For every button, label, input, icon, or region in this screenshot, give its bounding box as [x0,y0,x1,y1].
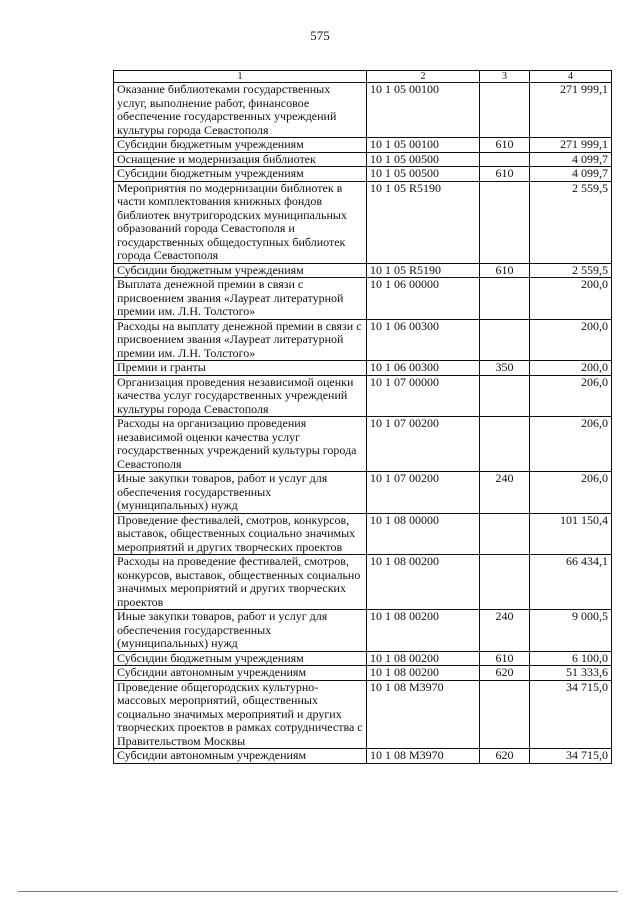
header-col-2: 2 [367,71,480,83]
row-code: 10 1 07 00000 [367,375,480,417]
row-name: Субсидии автономным учреждениям [114,749,367,764]
row-code: 10 1 08 М3970 [367,749,480,764]
row-code: 10 1 08 00200 [367,610,480,652]
row-code: 10 1 05 R5190 [367,181,480,263]
page-number: 575 [310,28,330,43]
row-name: Оказание библиотеками государственных услуг, выполнение работ, финансовое обеспечение государственных учреждений культуры города Севастополя [114,83,367,138]
row-name: Расходы на проведение фестивалей, смотров, конкурсов, выставок, общественных социально значимых мероприятий и других творческих проектов [114,555,367,610]
row-name: Мероприятия по модернизации библиотек в части комплектования книжных фондов библиотек внутригородских муниципальных образований города Севастополя и государственных общедоступных библиотек города Севастополя [114,181,367,263]
budget-table [113,70,612,764]
table-row [114,472,612,514]
row-amount: 2 559,5 [530,181,612,263]
row-name: Проведение фестивалей, смотров, конкурсов, выставок, общественных социально значимых мероприятий и других творческих проектов [114,513,367,555]
row-amount: 206,0 [530,417,612,472]
row-code: 10 1 06 00300 [367,319,480,361]
row-type: 350 [480,361,530,376]
row-code: 10 1 07 00200 [367,472,480,514]
row-amount: 34 715,0 [530,749,612,764]
row-code: 10 1 06 00300 [367,361,480,376]
row-type: 240 [480,472,530,514]
row-code: 10 1 05 R5190 [367,263,480,278]
row-name: Иные закупки товаров, работ и услуг для обеспечения государственных (муниципальных) нужд [114,610,367,652]
row-type [480,181,530,263]
table-row [114,361,612,376]
row-amount: 200,0 [530,361,612,376]
row-name: Расходы на выплату денежной премии в связи с присвоением звания «Лауреат литературной премии им. Л.Н. Толстого» [114,319,367,361]
row-type [480,319,530,361]
table-row [114,417,612,472]
row-amount: 271 999,1 [530,138,612,153]
page-bottom-divider [18,891,618,892]
table-body [114,83,612,764]
row-code: 10 1 08 М3970 [367,680,480,749]
row-type [480,375,530,417]
table-row [114,138,612,153]
row-code: 10 1 08 00200 [367,666,480,681]
row-amount: 9 000,5 [530,610,612,652]
row-type [480,680,530,749]
row-name: Выплата денежной премии в связи с присвоением звания «Лауреат литературной премии им. Л.Н. Толстого» [114,278,367,320]
row-type: 620 [480,666,530,681]
row-code: 10 1 07 00200 [367,417,480,472]
row-type [480,278,530,320]
header-col-3: 3 [480,71,530,83]
row-code: 10 1 05 00500 [367,167,480,182]
header-col-4: 4 [530,71,612,83]
table-row [114,167,612,182]
row-code: 10 1 08 00200 [367,555,480,610]
row-amount: 101 150,4 [530,513,612,555]
table-row [114,680,612,749]
row-amount: 4 099,7 [530,167,612,182]
row-name: Субсидии бюджетным учреждениям [114,263,367,278]
table-row [114,375,612,417]
row-type [480,555,530,610]
row-name: Субсидии бюджетным учреждениям [114,651,367,666]
row-name: Субсидии бюджетным учреждениям [114,167,367,182]
table-row [114,181,612,263]
row-type: 610 [480,651,530,666]
table-header [114,71,612,83]
row-name: Проведение общегородских культурно-массовых мероприятий, общественных социально значимых мероприятий и других творческих проектов в рамках сотрудничества с Правительством Москвы [114,680,367,749]
table-row [114,610,612,652]
row-type [480,513,530,555]
row-name: Иные закупки товаров, работ и услуг для обеспечения государственных (муниципальных) нужд [114,472,367,514]
row-name: Субсидии автономным учреждениям [114,666,367,681]
table-row [114,263,612,278]
row-type [480,83,530,138]
row-amount: 6 100,0 [530,651,612,666]
row-code: 10 1 08 00000 [367,513,480,555]
row-amount: 4 099,7 [530,152,612,167]
row-code: 10 1 06 00000 [367,278,480,320]
row-name: Премии и гранты [114,361,367,376]
row-name: Расходы на организацию проведения независимой оценки качества услуг государственных учреждений культуры города Севастополя [114,417,367,472]
table-row [114,651,612,666]
row-name: Организация проведения независимой оценки качества услуг государственных учреждений культуры города Севастополя [114,375,367,417]
row-amount: 206,0 [530,472,612,514]
table-row [114,749,612,764]
table-row [114,666,612,681]
row-code: 10 1 08 00200 [367,651,480,666]
table-row [114,83,612,138]
table-row [114,278,612,320]
header-row [114,71,612,83]
row-type: 610 [480,263,530,278]
row-type: 620 [480,749,530,764]
row-amount: 271 999,1 [530,83,612,138]
row-amount: 2 559,5 [530,263,612,278]
table-row [114,513,612,555]
row-code: 10 1 05 00100 [367,83,480,138]
table-row [114,152,612,167]
row-name: Оснащение и модернизация библиотек [114,152,367,167]
row-amount: 34 715,0 [530,680,612,749]
row-code: 10 1 05 00100 [367,138,480,153]
row-name: Субсидии бюджетным учреждениям [114,138,367,153]
row-amount: 200,0 [530,278,612,320]
row-type: 610 [480,138,530,153]
row-type: 240 [480,610,530,652]
row-amount: 200,0 [530,319,612,361]
row-amount: 66 434,1 [530,555,612,610]
table-row [114,319,612,361]
table-row [114,555,612,610]
row-amount: 51 333,6 [530,666,612,681]
row-type [480,417,530,472]
header-col-1: 1 [114,71,367,83]
row-type: 610 [480,167,530,182]
row-type [480,152,530,167]
row-amount: 206,0 [530,375,612,417]
row-code: 10 1 05 00500 [367,152,480,167]
